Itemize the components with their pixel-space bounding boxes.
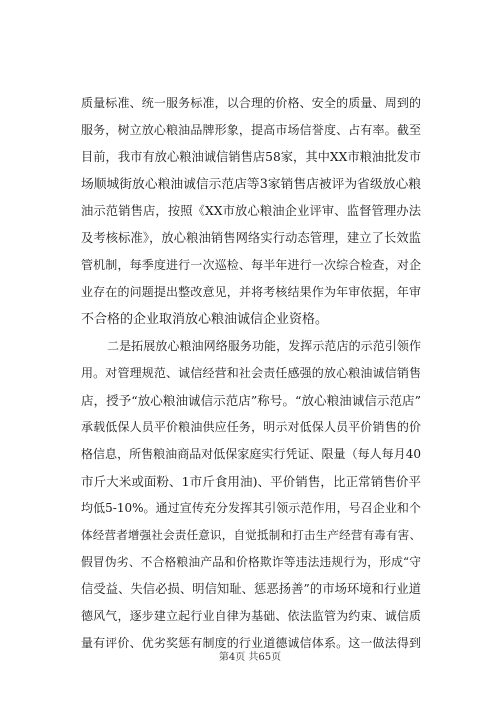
text-line: 德风气，逐步建立起行业自律为基础、依法监管为约束、诚信质	[81, 609, 421, 623]
page-number-footer: 第4页 共65页	[218, 652, 282, 663]
text-line: 二是拓展放心粮油网络服务功能，发挥示范店的示范引领作	[107, 339, 421, 353]
text-line: 质量标准、统一服务标准，以合理的价格、安全的质量、周到的	[81, 96, 421, 110]
text-line: 业存在的问题提出整改意见，并将考核结果作为年审依据，年审	[81, 285, 421, 299]
text-line: 及考核标准》，放心粮油销售网络实行动态管理，建立了长效监	[81, 231, 421, 245]
text-line: 管机制，每季度进行一次巡检、每半年进行一次综合检查，对企	[81, 258, 421, 272]
text-line: 量有评价、优劣奖惩有制度的行业道德诚信体系。这一做法得到	[81, 636, 421, 650]
text-line: 信受益、失信必损、明信知耻、惩恶扬善”的市场环境和行业道	[81, 582, 421, 596]
paragraph-2	[81, 333, 421, 657]
body-text	[81, 90, 421, 657]
text-line: 市斤大米或面粉、1市斤食用油)、平价销售，比正常销售价平	[81, 474, 421, 489]
text-line: 用。对管理规范、诚信经营和社会责任感强的放心粮油诚信销售	[81, 366, 421, 380]
text-line: 目前，我市有放心粮油诚信销售店58家，其中XX市粮油批发市	[81, 150, 421, 164]
text-line: 假冒伪劣、不合格粮油产品和价格欺诈等违法违规行为，形成“守	[81, 555, 421, 569]
text-line: 不合格的企业取消放心粮油诚信企业资格。	[81, 312, 329, 327]
text-line: 场顺城街放心粮油诚信示范店等3家销售店被评为省级放心粮	[81, 177, 421, 192]
text-line: 油示范销售店，按照《XX市放心粮油企业评审、监督管理办法	[81, 204, 421, 218]
text-line: 均低5-10%。通过宣传充分发挥其引领示范作用，号召企业和个	[81, 501, 421, 515]
text-line: 格信息，所售粮油商品对低保家庭实行凭证、限量（每人每月40	[81, 447, 421, 461]
text-line: 承载低保人员平价粮油供应任务，明示对低保人员平价销售的价	[81, 420, 421, 434]
paragraph-1	[81, 90, 421, 333]
text-line: 服务，树立放心粮油品牌形象，提高市场信誉度、占有率。截至	[81, 123, 421, 137]
text-line: 体经营者增强社会责任意识，自觉抵制和打击生产经营有毒有害、	[81, 528, 421, 542]
text-line: 店，授予“放心粮油诚信示范店”称号。“放心粮油诚信示范店”	[81, 393, 421, 408]
